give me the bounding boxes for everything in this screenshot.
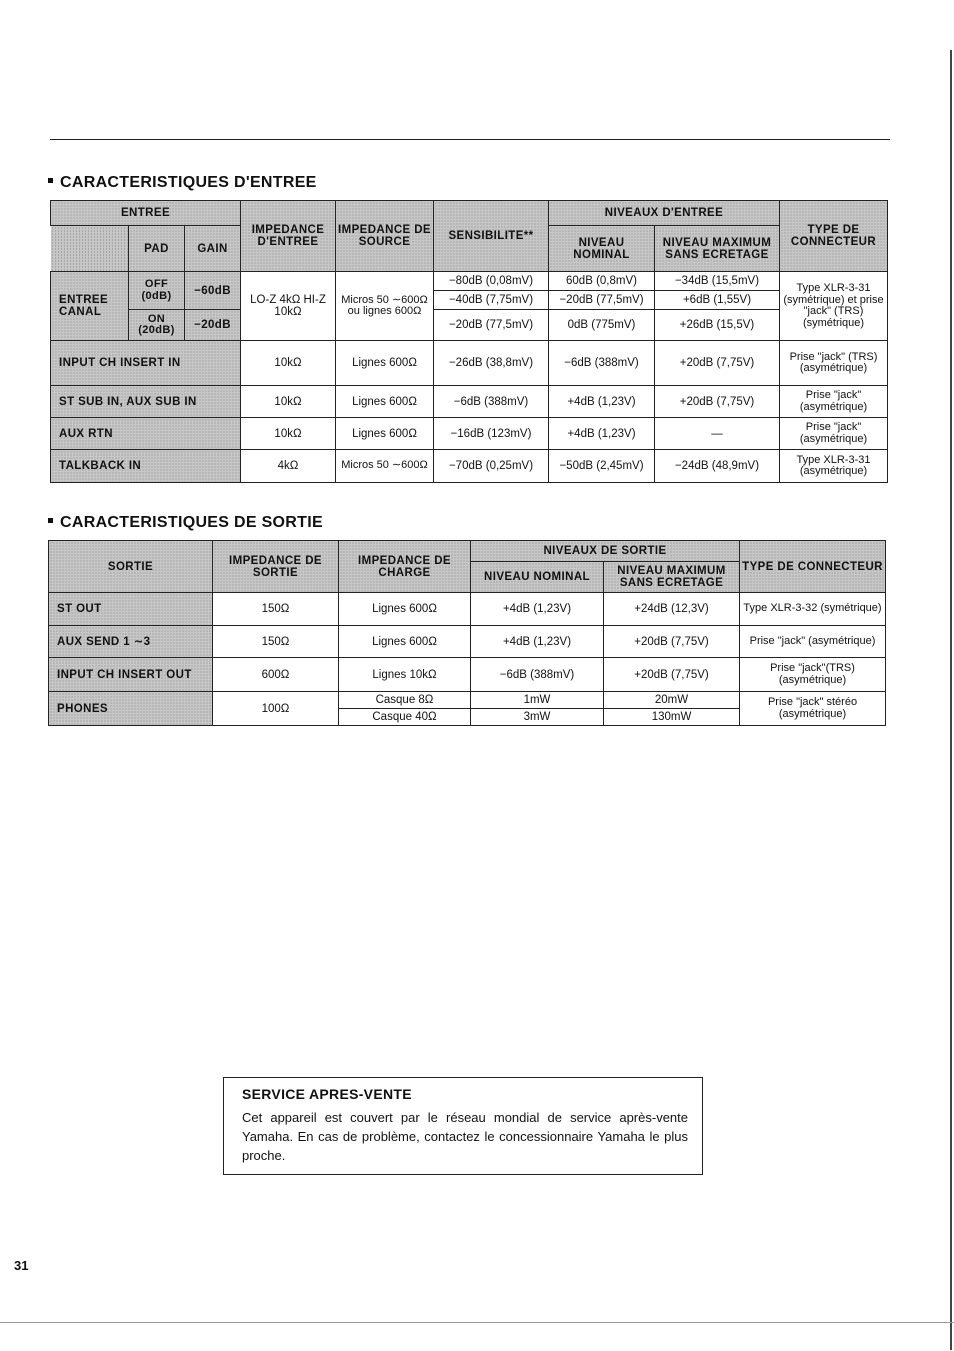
hdr-niveau-nominal: NIVEAU NOMINAL bbox=[549, 226, 655, 272]
cell-sens: −70dB (0,25mV) bbox=[434, 450, 549, 483]
cell-load: Lignes 10kΩ bbox=[339, 658, 471, 692]
bottom-rule bbox=[0, 1322, 954, 1323]
cell-conn: Prise "jack" (asymétrique) bbox=[740, 626, 886, 658]
cell-load: Casque 8Ω bbox=[339, 692, 471, 709]
cell-load: Casque 40Ω bbox=[339, 709, 471, 726]
cell-imp: 150Ω bbox=[213, 626, 339, 658]
canal-source: Micros 50 ∼600Ω ou lignes 600Ω bbox=[336, 272, 434, 341]
cell-imp: 4kΩ bbox=[241, 450, 336, 483]
canal-max-2: +6dB (1,55V) bbox=[655, 291, 780, 310]
cell-max: 20mW bbox=[604, 692, 740, 709]
row-talkback-in: TALKBACK IN bbox=[51, 450, 241, 483]
cell-source: Lignes 600Ω bbox=[336, 341, 434, 386]
output-section-title-text: CARACTERISTIQUES DE SORTIE bbox=[60, 514, 323, 531]
cell-imp: 10kΩ bbox=[241, 418, 336, 450]
cell-imp: 10kΩ bbox=[241, 386, 336, 418]
hdr-blank bbox=[51, 226, 129, 272]
hdr-impedance-sortie: IMPEDANCE DE SORTIE bbox=[213, 541, 339, 593]
cell-max: +20dB (7,75V) bbox=[604, 626, 740, 658]
cell-conn: Type XLR-3-32 (symétrique) bbox=[740, 593, 886, 626]
cell-source: Micros 50 ∼600Ω bbox=[336, 450, 434, 483]
canal-impedance: LO-Z 4kΩ HI-Z 10kΩ bbox=[241, 272, 336, 341]
cell-conn: Prise "jack" (asymétrique) bbox=[780, 386, 888, 418]
page-edge bbox=[950, 50, 952, 1350]
canal-nom-1: 60dB (0,8mV) bbox=[549, 272, 655, 291]
cell-sens: −6dB (388mV) bbox=[434, 386, 549, 418]
hdr-gain: GAIN bbox=[185, 226, 241, 272]
cell-nom: 3mW bbox=[471, 709, 604, 726]
hdr-impedance-source: IMPEDANCE DE SOURCE bbox=[336, 201, 434, 272]
cell-max: +20dB (7,75V) bbox=[655, 386, 780, 418]
cell-nom: +4dB (1,23V) bbox=[549, 386, 655, 418]
service-text: Cet appareil est couvert par le réseau mondial de service après-vente Yamaha. En cas de problème, contactez le concessionnaire Yamaha le plus proche. bbox=[242, 1110, 688, 1163]
output-spec-table bbox=[48, 540, 886, 726]
gain-off: −60dB bbox=[185, 272, 241, 310]
canal-sens-3: −20dB (77,5mV) bbox=[434, 310, 549, 341]
cell-max: −24dB (48,9mV) bbox=[655, 450, 780, 483]
row-entree-canal: ENTREE CANAL bbox=[51, 272, 129, 341]
cell-max: +20dB (7,75V) bbox=[604, 658, 740, 692]
hdr-impedance-entree: IMPEDANCE D'ENTREE bbox=[241, 201, 336, 272]
canal-connector: Type XLR-3-31 (symétrique) et prise "jack" (TRS) (symétrique) bbox=[780, 272, 888, 341]
cell-nom: −6dB (388mV) bbox=[471, 658, 604, 692]
row-st-out: ST OUT bbox=[49, 593, 213, 626]
hdr-niveau-maximum: NIVEAU MAXIMUM SANS ECRETAGE bbox=[604, 562, 740, 593]
row-phones: PHONES bbox=[49, 692, 213, 726]
cell-max: +20dB (7,75V) bbox=[655, 341, 780, 386]
canal-max-3: +26dB (15,5V) bbox=[655, 310, 780, 341]
cell-conn: Prise "jack" (TRS) (asymétrique) bbox=[780, 341, 888, 386]
cell-conn: Type XLR-3-31 (asymétrique) bbox=[780, 450, 888, 483]
canal-nom-2: −20dB (77,5mV) bbox=[549, 291, 655, 310]
gain-on: −20dB bbox=[185, 310, 241, 341]
hdr-sortie: SORTIE bbox=[49, 541, 213, 593]
canal-sens-1: −80dB (0,08mV) bbox=[434, 272, 549, 291]
input-section-title-text: CARACTERISTIQUES D'ENTREE bbox=[60, 174, 317, 191]
cell-imp: 600Ω bbox=[213, 658, 339, 692]
row-aux-send: AUX SEND 1 ∼3 bbox=[49, 626, 213, 658]
input-section-title bbox=[48, 174, 317, 192]
hdr-type-connecteur: TYPE DE CONNECTEUR bbox=[780, 201, 888, 272]
cell-imp: 10kΩ bbox=[241, 341, 336, 386]
hdr-niveau-nominal: NIVEAU NOMINAL bbox=[471, 562, 604, 593]
canal-max-1: −34dB (15,5mV) bbox=[655, 272, 780, 291]
cell-max: — bbox=[655, 418, 780, 450]
cell-load: Lignes 600Ω bbox=[339, 593, 471, 626]
cell-source: Lignes 600Ω bbox=[336, 418, 434, 450]
pad-off: OFF (0dB) bbox=[129, 272, 185, 310]
hdr-entree: ENTREE bbox=[51, 201, 241, 226]
input-spec-table bbox=[50, 200, 888, 483]
cell-nom: 1mW bbox=[471, 692, 604, 709]
output-section-title bbox=[48, 514, 323, 532]
row-aux-rtn: AUX RTN bbox=[51, 418, 241, 450]
cell-load: Lignes 600Ω bbox=[339, 626, 471, 658]
row-input-ch-insert-out: INPUT CH INSERT OUT bbox=[49, 658, 213, 692]
cell-max: 130mW bbox=[604, 709, 740, 726]
cell-nom: −6dB (388mV) bbox=[549, 341, 655, 386]
cell-imp: 150Ω bbox=[213, 593, 339, 626]
cell-sens: −26dB (38,8mV) bbox=[434, 341, 549, 386]
service-box bbox=[223, 1077, 703, 1175]
pad-on: ON (20dB) bbox=[129, 310, 185, 341]
bullet-icon bbox=[48, 518, 53, 523]
hdr-niveaux-sortie: NIVEAUX DE SORTIE bbox=[471, 541, 740, 562]
cell-conn: Prise "jack" (asymétrique) bbox=[780, 418, 888, 450]
service-title: SERVICE APRES-VENTE bbox=[242, 1086, 412, 1102]
row-input-ch-insert-in: INPUT CH INSERT IN bbox=[51, 341, 241, 386]
cell-conn: Prise "jack" stéréo (asymétrique) bbox=[740, 692, 886, 726]
hdr-type-connecteur: TYPE DE CONNECTEUR bbox=[740, 541, 886, 593]
bullet-icon bbox=[48, 178, 53, 183]
hdr-sensibilite: SENSIBILITE** bbox=[434, 201, 549, 272]
hdr-niveaux-entree: NIVEAUX D'ENTREE bbox=[549, 201, 780, 226]
cell-nom: +4dB (1,23V) bbox=[549, 418, 655, 450]
cell-sens: −16dB (123mV) bbox=[434, 418, 549, 450]
top-rule bbox=[50, 139, 890, 140]
cell-nom: +4dB (1,23V) bbox=[471, 626, 604, 658]
cell-source: Lignes 600Ω bbox=[336, 386, 434, 418]
cell-conn: Prise "jack"(TRS) (asymétrique) bbox=[740, 658, 886, 692]
page-number: 31 bbox=[14, 1258, 29, 1273]
hdr-impedance-charge: IMPEDANCE DE CHARGE bbox=[339, 541, 471, 593]
row-st-sub-in: ST SUB IN, AUX SUB IN bbox=[51, 386, 241, 418]
cell-max: +24dB (12,3V) bbox=[604, 593, 740, 626]
hdr-niveau-maximum: NIVEAU MAXIMUM SANS ECRETAGE bbox=[655, 226, 780, 272]
cell-nom: +4dB (1,23V) bbox=[471, 593, 604, 626]
canal-sens-2: −40dB (7,75mV) bbox=[434, 291, 549, 310]
canal-nom-3: 0dB (775mV) bbox=[549, 310, 655, 341]
hdr-pad: PAD bbox=[129, 226, 185, 272]
cell-nom: −50dB (2,45mV) bbox=[549, 450, 655, 483]
cell-imp: 100Ω bbox=[213, 692, 339, 726]
